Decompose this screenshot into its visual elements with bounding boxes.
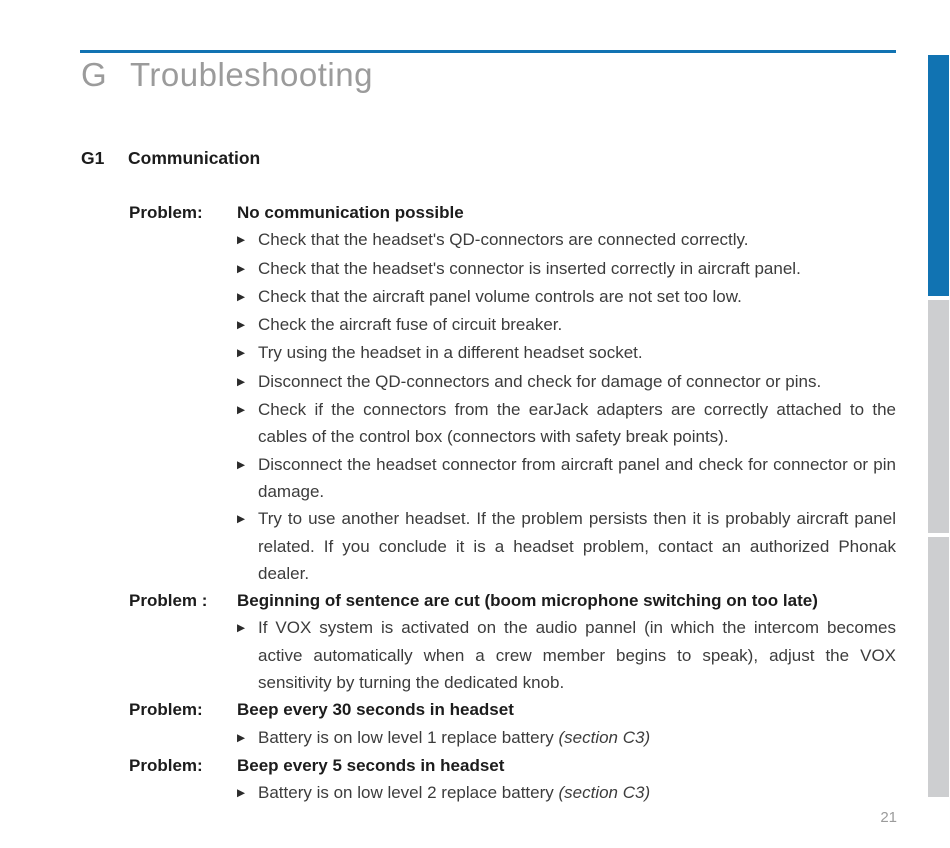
solution-item [237,505,896,587]
solution-text: Check that the headset's connector is inserted correctly in aircraft panel. [258,258,801,278]
section-number: G1 [81,148,105,168]
bullet-triangle-icon: ▶ [237,731,246,744]
problem-title: Beginning of sentence are cut (boom microphone switching on too late) [237,591,818,611]
bullet-triangle-icon: ▶ [237,513,246,526]
solution-item [237,311,896,339]
problem-label: Problem: [129,700,203,720]
problems-list [81,199,896,808]
solution-text: Try to use another headset. If the problem persists then it is probably aircraft panel related. If you conclude it is a headset problem, contact an authorized Phonak dealer. [258,509,896,583]
problem-block [81,199,896,587]
problem-block [81,587,896,696]
chapter-tab [928,300,949,533]
solution-text: Try using the headset in a different headset socket. [258,343,643,363]
bullet-triangle-icon: ▶ [237,262,246,275]
problem-block [81,696,896,752]
chapter-letter: G [81,56,108,93]
page-number: 21 [880,809,897,826]
problem-body [237,587,896,696]
bullet-triangle-icon: ▶ [237,404,246,417]
bullet-triangle-icon: ▶ [237,319,246,332]
solution-text: Disconnect the QD-connectors and check for damage of connector or pins. [258,371,822,391]
problem-title: Beep every 30 seconds in headset [237,700,514,720]
cross-reference: (section C3) [558,783,651,803]
problem-body [237,752,896,808]
problem-label: Problem: [129,203,203,222]
solution-item [237,724,896,752]
bullet-triangle-icon: ▶ [237,458,246,471]
solution-text: Check that the aircraft panel volume controls are not set too low. [258,286,742,306]
chapter-divider-line [80,50,896,53]
solution-text: Check that the headset's QD-connectors are connected correctly. [258,230,749,250]
active-chapter-tab [928,55,949,296]
solution-item [237,255,896,283]
solution-item [237,614,896,696]
bullet-triangle-icon: ▶ [237,347,246,360]
solution-item [237,226,896,254]
bullet-triangle-icon: ▶ [237,290,246,303]
bullet-triangle-icon: ▶ [237,234,246,247]
solution-text: Disconnect the headset connector from aircraft panel and check for connector or pin damage. [258,454,896,501]
chapter-title: Troubleshooting [130,56,373,93]
solution-text: Battery is on low level 1 replace battery (section C3) [258,727,651,747]
bullet-triangle-icon: ▶ [237,787,246,800]
solution-item [237,339,896,367]
bullet-triangle-icon: ▶ [237,375,246,388]
solution-item [237,368,896,396]
solution-text: If VOX system is activated on the audio pannel (in which the intercom becomes active automatically when a crew member begins to speak), adjust the VOX sensitivity by turning the dedicated knob. [258,618,896,693]
solution-item [237,779,896,807]
problem-body [237,696,896,752]
solution-text: Battery is on low level 2 replace battery (section C3) [258,783,651,803]
problem-title: No communication possible [237,203,464,222]
section-title: Communication [128,148,261,168]
problem-label: Problem: [129,755,203,775]
chapter-tab [928,537,949,797]
solution-item [237,396,896,451]
bullet-triangle-icon: ▶ [237,622,246,635]
problem-label: Problem : [129,591,208,611]
chapter-heading [81,56,373,94]
section-heading [81,147,260,170]
solution-item [237,451,896,506]
problem-title: Beep every 5 seconds in headset [237,755,505,775]
solution-text: Check if the connectors from the earJack adapters are correctly attached to the cables of the control box (connectors with safety break points). [258,400,896,447]
problem-block [81,752,896,808]
solution-item [237,283,896,311]
problem-body [237,199,896,587]
solution-text: Check the aircraft fuse of circuit breaker. [258,315,563,335]
cross-reference: (section C3) [558,727,651,747]
